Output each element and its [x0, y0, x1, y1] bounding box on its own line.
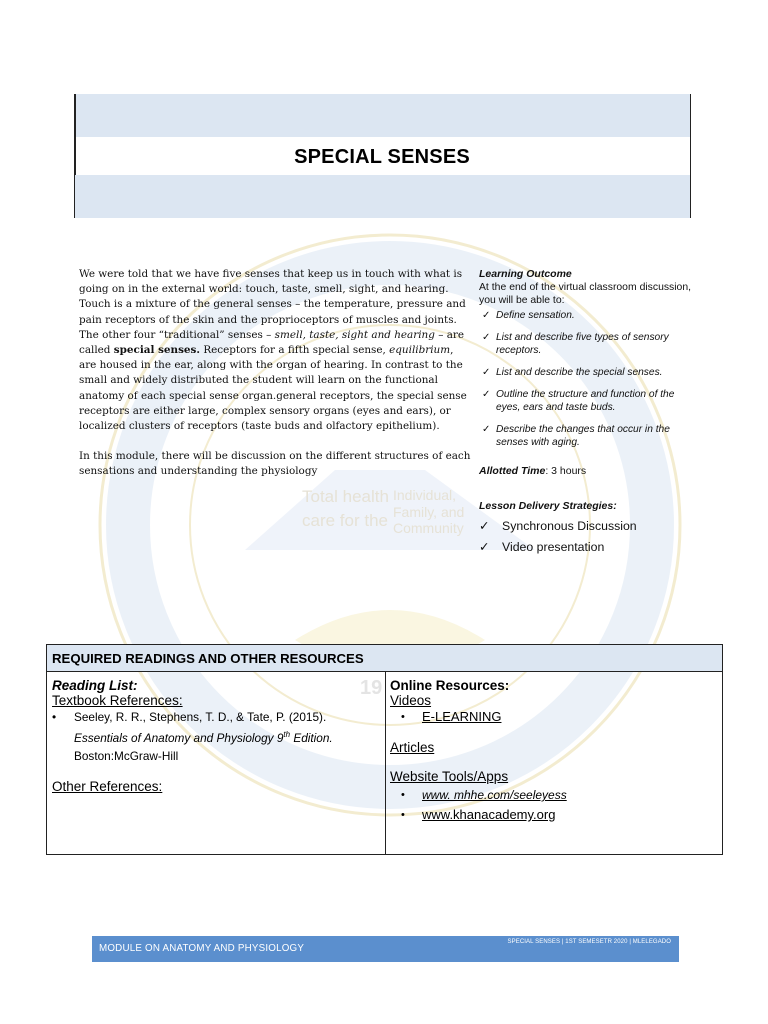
column-divider [385, 672, 386, 855]
intro-text [79, 267, 471, 480]
delivery-strategies-list [479, 516, 691, 558]
delivery-strategy-item: ✓ Synchronous Discussion [479, 516, 691, 537]
footer-module-name: MODULE ON ANATOMY AND PHYSIOLOGY [99, 943, 305, 954]
bullet-icon: • [401, 711, 405, 723]
learning-outcome-item: ✓ Outline the structure and function of the eyes, ears and taste buds. [482, 389, 675, 413]
check-icon: ✓ [479, 519, 490, 533]
check-icon: ✓ [482, 367, 491, 378]
videos-heading: Videos [390, 693, 432, 708]
intro-paragraph-1: We were told that we have five senses that keep us in touch with what is going on in the external world: touch, taste, smell, sight, and hearing. Touch is a mixture of the general senses – the temperature, pressure and pain receptors of the skin and the proprioceptors of muscles and joints. The other four “traditional” senses – smell, taste, sight and hearing – are called special senses. Receptors for a fifth special sense, equilibrium, are housed in the ear, along with the organ of hearing. In contrast to the small and widely distributed the student will learn on the functional anatomy of each special sense organ.general receptors, the special sense receptors are either large, complex sensory organs (eyes and ears), or localized clusters of receptors (taste buds and olfactory epithelium). [79, 268, 467, 433]
check-icon: ✓ [482, 424, 491, 435]
watermark-line5: Community [393, 520, 464, 536]
learning-outcome-item: ✓ List and describe the special senses. [482, 367, 663, 378]
learning-outcome-title: Learning Outcome [479, 268, 572, 280]
other-references-heading: Other References: [52, 779, 163, 795]
title-band-top [74, 94, 690, 137]
page-title: SPECIAL SENSES [294, 146, 470, 168]
online-resources-heading: Online Resources: [390, 678, 510, 693]
delivery-strategy-item: ✓ Video presentation [479, 537, 691, 558]
check-icon: ✓ [479, 540, 490, 554]
learning-outcome-list [479, 309, 691, 449]
online-resources-column [390, 678, 718, 824]
watermark-line4: Family, and [393, 504, 465, 520]
check-icon: ✓ [482, 310, 491, 321]
bullet-icon: • [401, 809, 405, 821]
e-learning-link[interactable]: E-LEARNING [422, 709, 502, 724]
mhhe-link[interactable]: www. mhhe.com/seeleyess [422, 788, 567, 802]
resources-table [46, 644, 723, 855]
reading-list-heading: Reading List: [52, 678, 138, 693]
bullet-icon: • [401, 789, 405, 801]
learning-outcome-item: ✓ Describe the changes that occur in the senses with aging. [482, 424, 670, 448]
allotted-time: Allotted Time: 3 hours [479, 465, 587, 477]
learning-outcome-intro: At the end of the virtual classroom discussion, you will be able to: [479, 282, 691, 306]
khanacademy-link[interactable]: www.khanacademy.org [422, 807, 556, 822]
resources-header: REQUIRED READINGS AND OTHER RESOURCES [47, 645, 722, 672]
watermark-year: 19 [360, 677, 383, 699]
textbook-references-heading: Textbook References: [52, 693, 183, 708]
website-tools-heading: Website Tools/Apps [390, 769, 509, 784]
reading-list-column [52, 677, 383, 795]
articles-heading: Articles [390, 740, 435, 755]
intro-paragraph-2: In this module, there will be discussion on the different structures of each sensations and understanding the physiology [79, 450, 471, 478]
website-item [390, 786, 718, 804]
watermark-line2: care for the [302, 511, 388, 530]
footer-page-info: SPECIAL SENSES | 1ST SEMESETR 2020 | MLELEGADO [507, 939, 671, 945]
title-band-bottom [74, 175, 690, 218]
video-item [390, 708, 718, 726]
sidebar [479, 268, 691, 558]
textbook-reference: • Seeley, R. R., Stephens, T. D., & Tate, P. (2015). Essentials of Anatomy and Physiology 9th Edition. Boston:McGraw-Hill [52, 710, 333, 763]
website-item [390, 806, 718, 824]
delivery-strategies-title: Lesson Delivery Strategies: [479, 500, 617, 512]
watermark-line3: Individual, [393, 487, 457, 503]
page-footer [92, 936, 679, 962]
learning-outcome-item: ✓ Define sensation. [482, 310, 575, 321]
title-box [74, 94, 691, 218]
learning-outcome-item: ✓ List and describe five types of sensory receptors. [482, 332, 669, 356]
check-icon: ✓ [482, 389, 491, 400]
watermark-line1: Total health [302, 487, 389, 506]
bullet-icon: • [52, 710, 57, 724]
check-icon: ✓ [482, 332, 491, 343]
